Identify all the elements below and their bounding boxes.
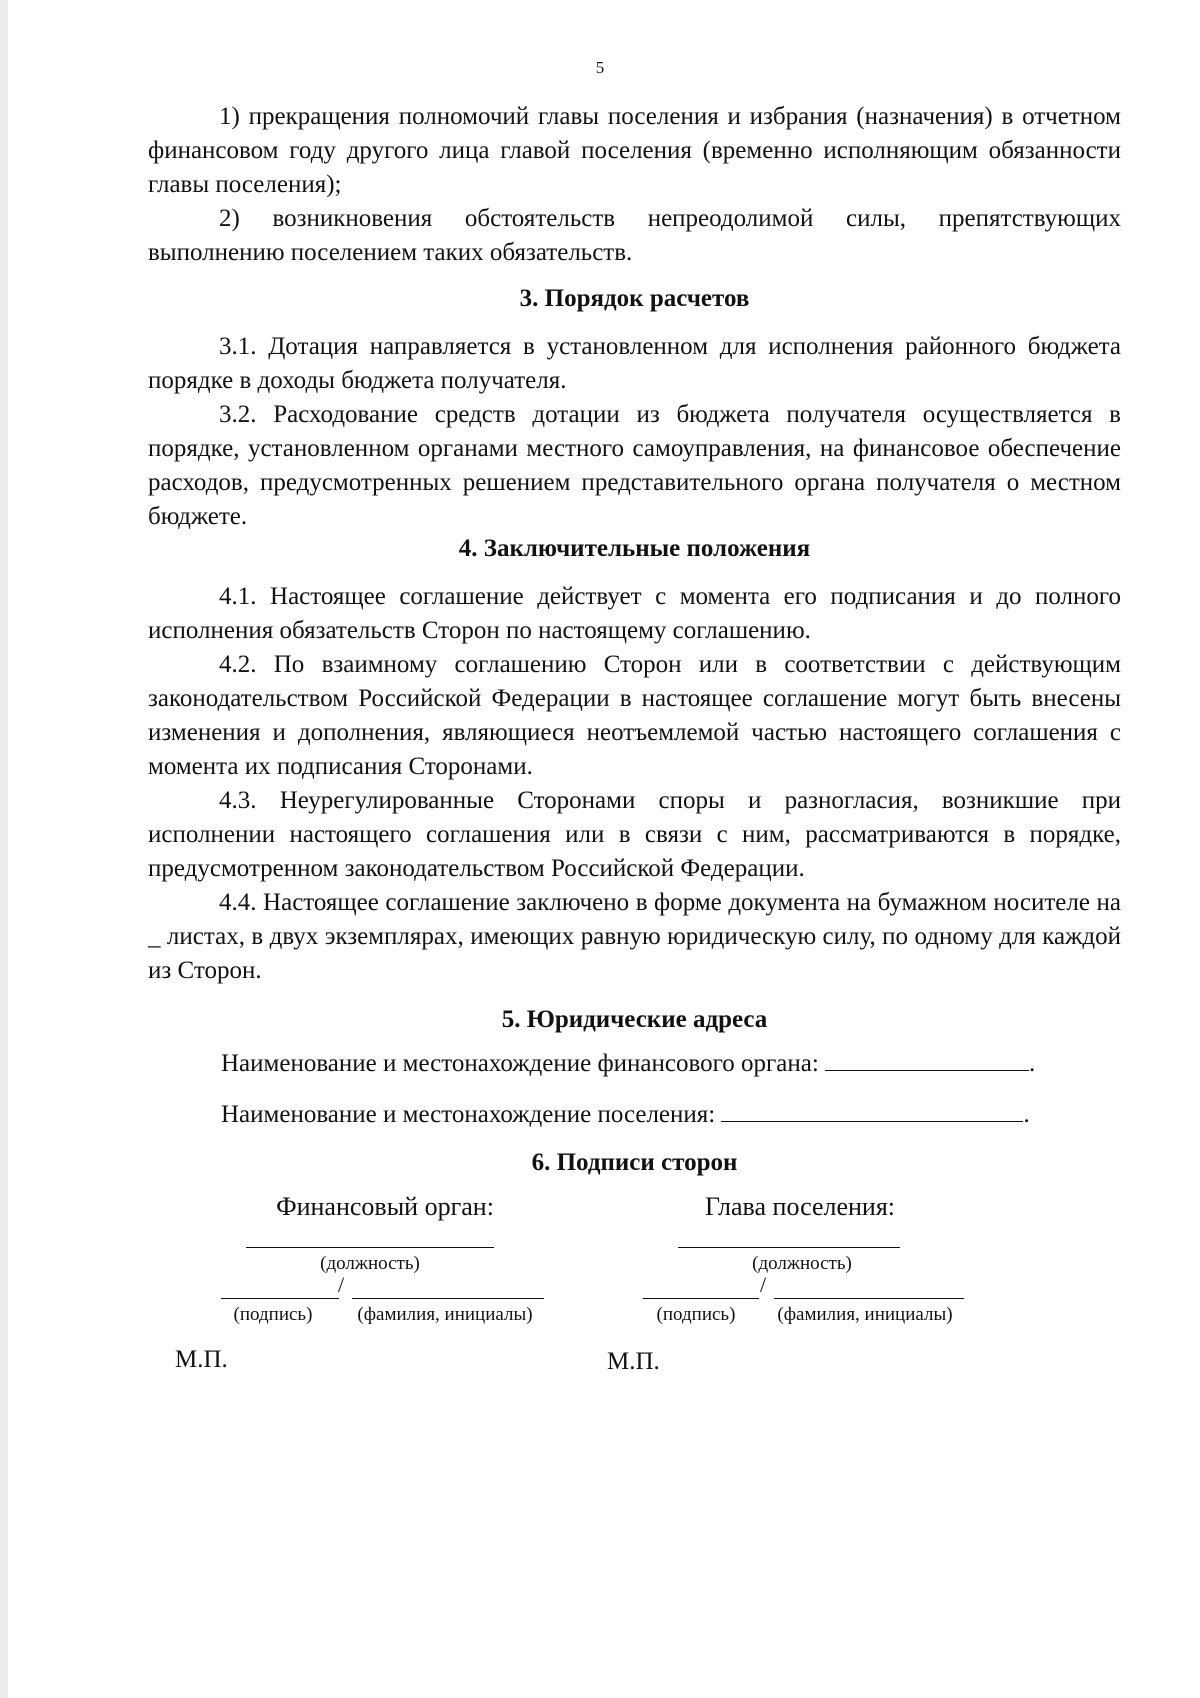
clause-4-4: 4.4. Настоящее соглашение заключено в форме документа на бумажном носителе на _ листах, в двух экземплярах, имеющих равную юридическую силу, по одному для каждой из Сторон. <box>148 889 1121 984</box>
intro-paragraph-1: 1) прекращения полномочий главы поселения и избрания (назначения) в отчетном финансовом году другого лица главой поселения (временно исполняющим обязанности главы поселения); <box>148 103 1121 198</box>
name-line-financial-body <box>352 1298 544 1299</box>
scan-edge-shadow <box>0 0 8 1698</box>
address-line-settlement <box>221 1098 1030 1132</box>
intro-paragraph-2: 2) возникновения обстоятельств непреодолимой силы, препятствующих выполнению поселением таких обязательств. <box>148 205 1121 266</box>
address-blank-settlement <box>721 1099 1023 1122</box>
name-line-settlement-head <box>774 1298 964 1299</box>
stamp-place-financial-body: М.П. <box>175 1346 228 1373</box>
address-end-mark-1: . <box>1029 1050 1036 1077</box>
section-3-heading: 3. Порядок расчетов <box>519 285 750 312</box>
clause-4-3: 4.3. Неурегулированные Сторонами споры и разногласия, возникшие при исполнении настоящего соглашения или в связи с ним, рассматриваются в порядке, предусмотренном законодательством Российской Федерации. <box>148 787 1121 882</box>
section-6-heading: 6. Подписи сторон <box>531 1149 738 1176</box>
position-caption-settlement-head: (должность) <box>752 1253 852 1274</box>
clause-3-2: 3.2. Расходование средств дотации из бюджета получателя осуществляется в порядке, установленном органами местного самоуправления, на финансовое обеспечение расходов, предусмотренных решением представительного органа получателя о местном бюджете. <box>148 401 1121 530</box>
intro-block <box>148 100 1121 270</box>
position-line-settlement-head <box>678 1247 900 1248</box>
position-line-financial-body <box>246 1247 494 1248</box>
signatory-title-financial-body: Финансовый орган: <box>276 1192 494 1221</box>
slash-separator-settlement-head: / <box>760 1272 767 1297</box>
page-number: 5 <box>595 58 605 77</box>
address-blank-financial-body <box>825 1048 1029 1071</box>
clause-4-2: 4.2. По взаимному соглашению Сторон или в соответствии с действующим законодательством Российской Федерации в настоящее соглашение могут быть внесены изменения и дополнения, являющиеся неотъемлемой частью настоящего соглашения с момента их подписания Сторонами. <box>148 651 1121 780</box>
signature-caption-settlement-head: (подпись) <box>656 1304 736 1325</box>
address-line-financial-body <box>221 1047 1035 1081</box>
stamp-place-settlement-head: М.П. <box>607 1348 660 1375</box>
section-4-heading: 4. Заключительные положения <box>458 535 811 562</box>
address-label-settlement: Наименование и местонахождение поселения: <box>221 1101 716 1128</box>
signature-caption-financial-body: (подпись) <box>233 1304 313 1325</box>
section-3-body <box>148 330 1121 534</box>
address-end-mark-2: . <box>1023 1101 1030 1128</box>
address-label-financial-body: Наименование и местонахождение финансового органа: <box>221 1050 819 1077</box>
name-caption-financial-body: (фамилия, инициалы) <box>357 1304 533 1325</box>
position-caption-financial-body: (должность) <box>320 1253 420 1274</box>
clause-3-1: 3.1. Дотация направляется в установленном для исполнения районного бюджета порядке в доходы бюджета получателя. <box>148 333 1121 394</box>
signatory-title-settlement-head: Глава поселения: <box>704 1192 896 1221</box>
clause-4-1: 4.1. Настоящее соглашение действует с момента его подписания и до полного исполнения обязательств Сторон по настоящему соглашению. <box>148 583 1121 644</box>
signature-line-settlement-head <box>643 1298 759 1299</box>
slash-separator-financial-body: / <box>338 1272 345 1297</box>
name-caption-settlement-head: (фамилия, инициалы) <box>777 1304 953 1325</box>
signature-line-financial-body <box>221 1298 339 1299</box>
section-4-body <box>148 580 1121 988</box>
section-5-heading: 5. Юридические адреса <box>501 1006 768 1033</box>
